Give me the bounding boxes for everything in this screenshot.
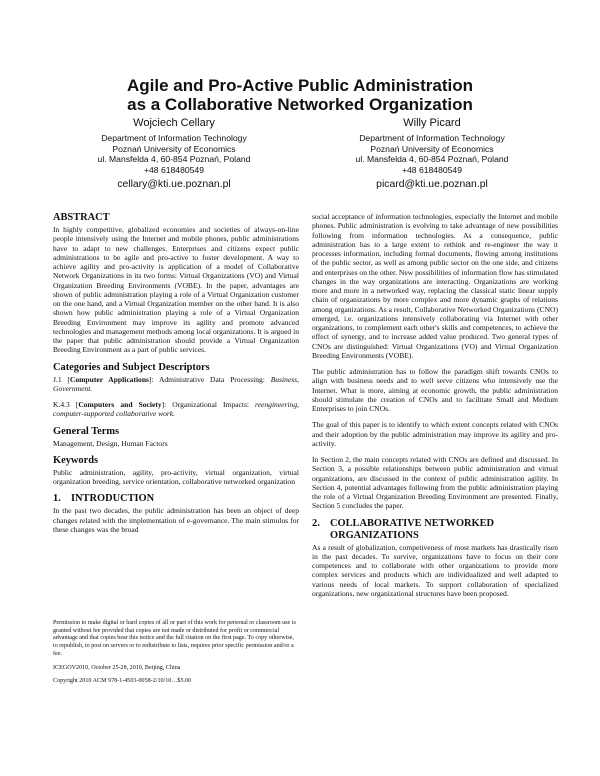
author-name: Wojciech Cellary [133,117,215,129]
body-paragraph: The public administration has to follow the paradigm shift towards CNOs to align with business needs and to well serve citizens who intensively use the Internet. What is more, aiming at economic growth, the public administration should stimulate the creation of CNOs and to facilitate Small and Medium Enterprises to join CNOs. [312,367,558,413]
author-name: Willy Picard [403,117,461,129]
section-number: 2. [312,517,320,529]
author-department: Department of Information Technology [359,133,505,143]
title-line-2: as a Collaborative Networked Organization [127,95,473,114]
author-email: cellary@kti.ue.poznan.pl [117,179,231,191]
category-code: K.4.3 [ [53,400,79,409]
category-code: J.1 [ [53,374,70,384]
author-block-1 [54,116,294,192]
category-name: Computers and Society [78,400,162,409]
body-paragraph: The goal of this paper is to identify to which extent concepts related with CNOs and their adoption by the public administration may improve its agility and pro-activity. [312,420,558,448]
author-block-2 [312,116,552,192]
title-line-1: Agile and Pro-Active Public Administration [126,76,474,95]
section-1-heading [53,493,299,505]
author-email: picard@kti.ue.poznan.pl [376,179,488,191]
author-department: Department of Information Technology [101,133,247,143]
author-address: ul. Mansfelda 4, 60-854 Poznań, Poland [97,154,251,165]
category-subject: ]: Organizational Impacts: [161,400,256,409]
author-university: Poznań University of Economics [370,143,494,154]
keywords-text: Public administration, agility, pro-activity, virtual organization, virtual organization breeding, service orientation, collaborative networked organization [53,467,299,486]
category-j1 [53,375,299,394]
section-2-heading [312,518,558,542]
paper-title [0,76,600,114]
body-paragraph: In Section 2, the main concepts related with CNOs are defined and discussed. In Section 3, a possible relationships between public administration and virtual organizations, are discussed in the context of public administration agility. In Section 4, potential advantages following from the public administration playing the role of a Virtual Organization Breeding Environment are presented. Finally, Section 5 concludes the paper. [312,455,558,511]
author-phone: +48 618480549 [402,164,462,175]
conference-line: ICEGOV2010, October 25-28, 2010, Beijing, China [53,664,181,671]
keywords-heading: Keywords [53,454,99,466]
body-paragraph: social acceptance of information technologies, especially the Internet and mobile phones. Public administration is evolving to take advantage of new possibilities following from information technologies. As a consequence, public administration has to a large extent to rethink and re-engineer the way it processes information, including formal documents, flowing among institutions of the public sector, as well as among public sector on the one side, and citizens and enterprises on the other. New possibilities of information flow has stimulated changes in the way organizations are interacting. Organizations are working more and more in a networked way, replacing the classical static linear supply chain of organizations by more complex and more dynamic graphs of relations among organizations. As a result, Collaborative Networked Organizations (CNO) emerged, i.e. organizations intensively collaborating via Internet with other organizations, to complement each other's skills and competences, to achieve the effect of synergy, and to increase added value produced. Two general types of CNOs are distinguished: Virtual Organizations (VO) and Virtual Organization Breeding Environments (VOBE). [312,212,558,360]
copyright-line: Copyright 2010 ACM 978-1-4503-0058-2/10/10…$5.00 [53,678,192,685]
categories-heading: Categories and Subject Descriptors [53,361,210,373]
abstract-heading: ABSTRACT [53,212,110,223]
author-address: ul. Mansfelda 4, 60-854 Poznań, Poland [355,154,509,165]
category-name: Computer Applications [69,374,149,384]
left-column [53,212,299,534]
general-terms-text: Management, Design, Human Factors [53,438,168,448]
section-title: COLLABORATIVE NETWORKED [330,517,495,529]
abstract-text: In highly competitive, globalized economies and societies of always-on-line people intensively using the Internet and mobile phones, public administrations have to adapt to new challenges. Enterprises and citizens expect public administrations to be agile and pro-active to foster development. A way to achieve agility and pro-activity is application of a model of Collaborative Network Organizations in its two forms: Virtual Organizations (VO) and Virtual Organization Breeding Environments (VOBE). In the paper, advantages are shown of public administration playing a role of a Virtual Organization customer on the one hand, and a Virtual Organization member on the other hand. It is also shown how public administration playing a role of a Virtual Organization Breeding Environment may improve its agility and promote advanced technologies and management methods among local organizations. It is argued in the paper that public administration should provide a Virtual Organization Breeding Environment as a part of public services. [53,225,299,355]
author-phone: +48 618480549 [144,164,204,175]
section-number: 1. [53,493,61,505]
category-descriptor: Business, Government. [53,374,299,393]
section-title: INTRODUCTION [71,493,155,505]
copyright-footnote [53,620,299,686]
category-descriptor: reengineering, computer-supported collaborative work. [53,400,299,419]
body-paragraph: As a result of globalization, competiveness of most markets has drastically risen in the past decades. To survive, organizations have to focus on their core competences and to collaborate with other organizations to provide more complex services and products which are individualized and well adapted to various needs of local markets. To support collaboration of specialized organizations, new organizational structures have been proposed. [312,542,558,598]
category-k43 [53,400,299,419]
right-column [312,212,558,598]
category-subject: ]: Administrative Data Processing: [148,374,271,384]
intro-text: In the past two decades, the public administration has been an object of deep changes related with the implementation of e-governance. The main stimulus for these changes was the broad [53,506,299,534]
general-terms-heading: General Terms [53,425,120,437]
section-title-continued: ORGANIZATIONS [330,529,419,541]
permission-notice: Permission to make digital or hard copies of all or part of this work for personal or classroom use is granted without fee provided that copies are not made or distributed for profit or commercial advantage and that copies bear this notice and the full citation on the first page. To copy otherwise, to republish, to post on servers or to redistribute to lists, requires prior specific permission and/or a fee. [53,620,296,657]
author-university: Poznań University of Economics [112,143,236,154]
